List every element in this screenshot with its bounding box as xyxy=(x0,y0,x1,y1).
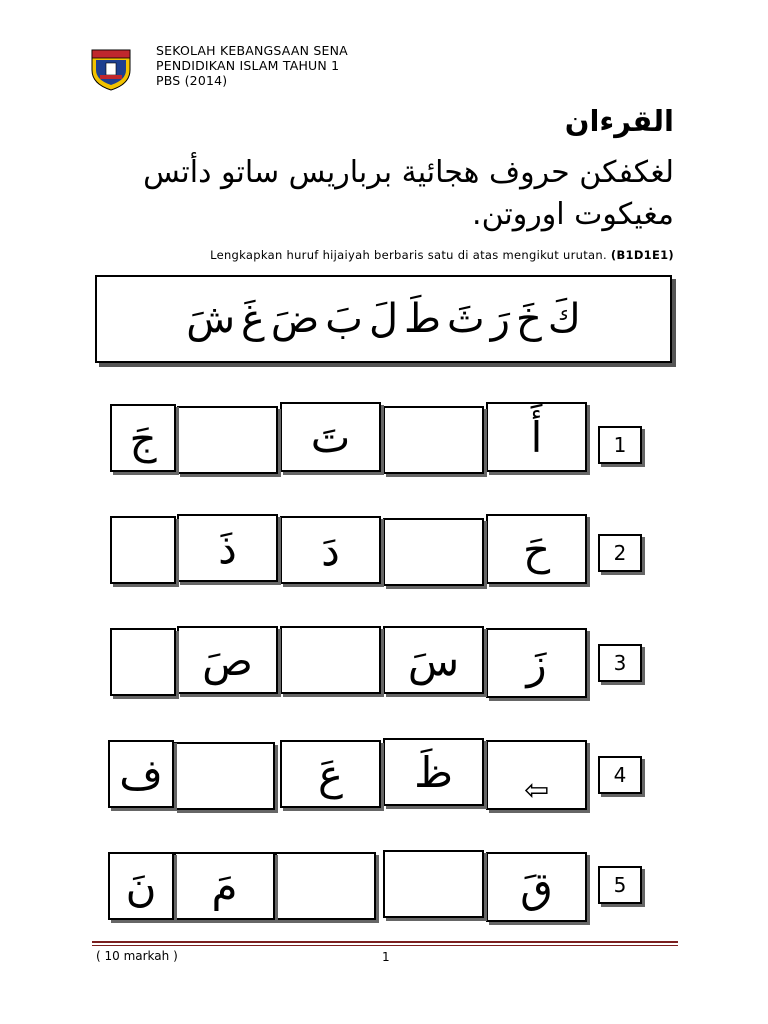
letter-cell[interactable]: تَ xyxy=(280,402,381,472)
letter-cell[interactable] xyxy=(383,518,484,586)
exercise-row-5 xyxy=(0,848,768,928)
letter-cell[interactable]: مَ xyxy=(174,852,275,920)
letter-cell[interactable]: ذَ xyxy=(177,514,278,582)
letter-cell[interactable]: سَ xyxy=(383,626,484,694)
school-name: SEKOLAH KEBANGSAAN SENA xyxy=(156,43,348,58)
bank-letter: كَ xyxy=(547,296,581,342)
bank-letter: خَ xyxy=(515,296,542,342)
footer-rule xyxy=(92,941,678,943)
letter-cell[interactable]: نَ xyxy=(108,852,174,920)
letter-cell[interactable]: حَ xyxy=(486,514,587,584)
bank-letter: لَ xyxy=(368,296,398,342)
exercise-row-4 xyxy=(0,736,768,816)
arrow-left-icon: ⇦ xyxy=(523,773,550,808)
letter-cell[interactable]: دَ xyxy=(280,516,381,584)
letter-cell[interactable] xyxy=(275,852,376,920)
row-number: 1 xyxy=(598,426,642,464)
letter-cell[interactable]: زَ xyxy=(486,628,587,698)
letter-cell[interactable] xyxy=(110,516,176,584)
letter-bank xyxy=(95,275,672,363)
letter-cell[interactable]: جَ xyxy=(110,404,176,472)
letter-cell[interactable]: عَ xyxy=(280,740,381,808)
instruction-malay xyxy=(210,248,674,262)
letter-cell[interactable] xyxy=(383,850,484,918)
letter-cell[interactable]: صَ xyxy=(177,626,278,694)
letter-cell[interactable] xyxy=(280,626,381,694)
footer-rule xyxy=(92,945,678,946)
letter-cell[interactable] xyxy=(486,740,587,810)
letter-cell[interactable] xyxy=(177,406,278,474)
letter-cell[interactable] xyxy=(110,628,176,696)
bank-letter: طَ xyxy=(404,296,441,342)
letter-cell[interactable]: ف xyxy=(108,740,174,808)
row-number: 3 xyxy=(598,644,642,682)
bank-letter: بَ xyxy=(325,296,363,342)
marks-label: ( 10 markah ) xyxy=(96,949,178,963)
bank-letter: غَ xyxy=(241,296,265,342)
exercise-row-3 xyxy=(0,624,768,704)
letter-cell[interactable]: أَ xyxy=(486,402,587,472)
instruction-malay-text: Lengkapkan huruf hijaiyah berbaris satu di atas mengikut urutan. xyxy=(210,248,607,262)
exercise-row-2 xyxy=(0,512,768,592)
subject-name: PENDIDIKAN ISLAM TAHUN 1 xyxy=(156,58,340,73)
letter-cell[interactable]: قَ xyxy=(486,852,587,922)
exercise-row-1 xyxy=(0,400,768,480)
letter-cell[interactable]: ظَ xyxy=(383,738,484,806)
row-number: 5 xyxy=(598,866,642,904)
page-number: 1 xyxy=(382,950,390,964)
row-number: 2 xyxy=(598,534,642,572)
bank-letter: شَ xyxy=(186,296,236,342)
assessment-label: PBS (2014) xyxy=(156,73,228,88)
instruction-jawi: لغكفكن حروف هجائية برباريس ساتو دأتس مغيكوت اوروتن. xyxy=(143,155,674,232)
instruction-code: (B1D1E1) xyxy=(610,248,674,262)
page-title: القرءان xyxy=(564,104,674,138)
school-crest-icon xyxy=(86,42,136,92)
bank-letter: رَ xyxy=(490,296,510,342)
letter-cell[interactable] xyxy=(383,406,484,474)
letter-cell[interactable] xyxy=(174,742,275,810)
bank-letter: ضَ xyxy=(270,296,320,342)
bank-letter: ثَ xyxy=(447,296,485,342)
school-header xyxy=(156,43,348,88)
row-number: 4 xyxy=(598,756,642,794)
